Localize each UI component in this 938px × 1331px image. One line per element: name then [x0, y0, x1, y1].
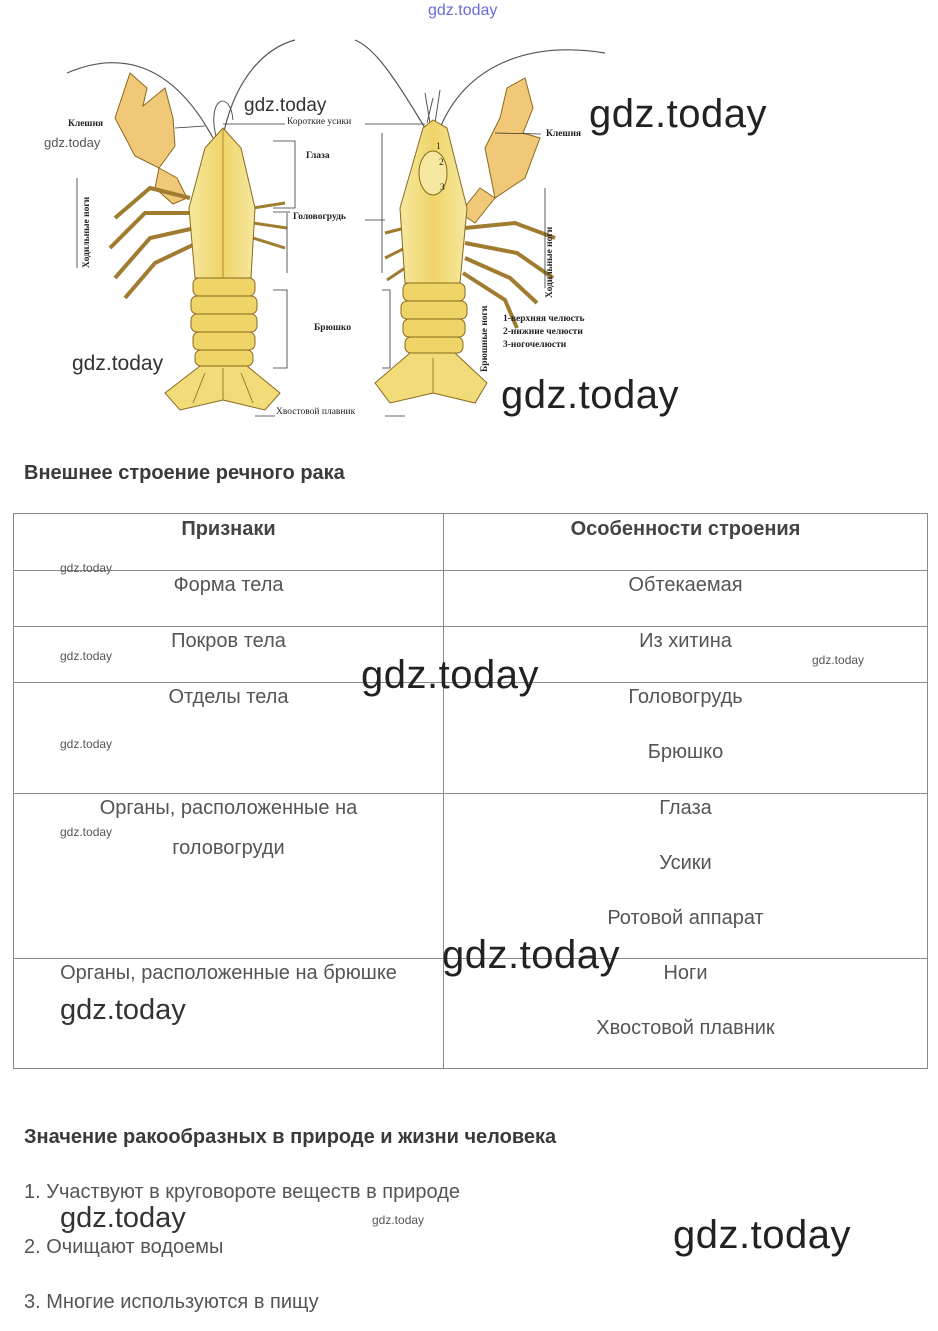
- feature-text: Органы, расположенные на головогруди: [99, 797, 358, 859]
- label-num-2: 2: [439, 158, 444, 168]
- watermark: gdz.today: [812, 653, 865, 667]
- detail-text: Глаза: [659, 797, 712, 819]
- column-header-details: Особенности строения: [444, 514, 928, 571]
- feature-text: Покров тела: [171, 630, 286, 652]
- detail-text: Головогрудь: [628, 686, 743, 708]
- watermark: gdz.today: [501, 373, 679, 417]
- table-row: [14, 683, 928, 794]
- table-cell-feature: [14, 794, 444, 959]
- section-title-structure: Внешнее строение речного рака: [24, 462, 345, 484]
- watermark: gdz.today: [372, 1213, 425, 1227]
- label-num-1: 1: [436, 142, 441, 152]
- label-eyes: Глаза: [306, 151, 330, 161]
- label-walking-legs-left: Ходильные ноги: [82, 196, 92, 268]
- table-cell-details: [444, 683, 928, 794]
- watermark: gdz.today: [60, 561, 113, 575]
- watermark: gdz.today: [361, 653, 539, 697]
- table-row: [14, 571, 928, 627]
- detail-text: Усики: [659, 852, 712, 874]
- feature-text: Форма тела: [173, 574, 284, 596]
- watermark: gdz.today: [60, 1202, 186, 1234]
- table-cell-details: [444, 571, 928, 627]
- label-abdomen: Брюшко: [314, 323, 351, 333]
- watermark: gdz.today: [60, 737, 113, 751]
- list-item: 2. Очищают водоемы: [24, 1236, 224, 1258]
- feature-text: Отделы тела: [168, 686, 289, 708]
- label-jaw-3: 3-ногочелюсти: [503, 340, 567, 350]
- watermark: gdz.today: [244, 95, 327, 116]
- watermark: gdz.today: [589, 92, 767, 136]
- detail-text: Из хитина: [639, 630, 732, 652]
- label-num-3: 3: [440, 183, 445, 193]
- watermark: gdz.today: [673, 1213, 851, 1257]
- column-header-features: Признаки: [14, 514, 444, 571]
- label-claw-left: Клешня: [68, 119, 104, 129]
- detail-text: Хвостовой плавник: [596, 1017, 775, 1039]
- structure-table: [13, 513, 928, 1069]
- section-title-importance: Значение ракообразных в природе и жизни человека: [24, 1126, 557, 1148]
- label-short-antennae: Короткие усики: [287, 117, 352, 127]
- feature-text: Органы, расположенные на брюшке: [60, 962, 397, 984]
- list-item: 3. Многие используются в пищу: [24, 1291, 319, 1313]
- watermark: gdz.today: [60, 994, 186, 1026]
- detail-text: Ноги: [663, 962, 708, 984]
- watermark: gdz.today: [60, 825, 113, 839]
- label-abdominal-legs: Брюшные ноги: [480, 305, 490, 372]
- watermark-top: gdz.today: [428, 2, 498, 19]
- label-cephalothorax: Головогрудь: [293, 212, 346, 222]
- label-walking-legs-right: Ходильные ноги: [545, 226, 555, 298]
- label-claw-right: Клешня: [546, 129, 582, 139]
- table-header-row: [14, 514, 928, 571]
- label-tail-fin: Хвостовой плавник: [276, 407, 356, 417]
- list-item: 1. Участвуют в круговороте веществ в природе: [24, 1181, 460, 1203]
- watermark: gdz.today: [72, 352, 164, 375]
- label-jaw-1: 1-верхняя челюсть: [503, 314, 585, 324]
- detail-text: Ротовой аппарат: [607, 907, 764, 929]
- detail-text: Брюшко: [647, 741, 724, 763]
- watermark: gdz.today: [44, 135, 101, 150]
- table-cell-feature: [14, 571, 444, 627]
- watermark: gdz.today: [442, 933, 620, 977]
- detail-text: Обтекаемая: [628, 574, 743, 596]
- watermark: gdz.today: [60, 649, 113, 663]
- label-jaw-2: 2-нижние челюсти: [503, 327, 583, 337]
